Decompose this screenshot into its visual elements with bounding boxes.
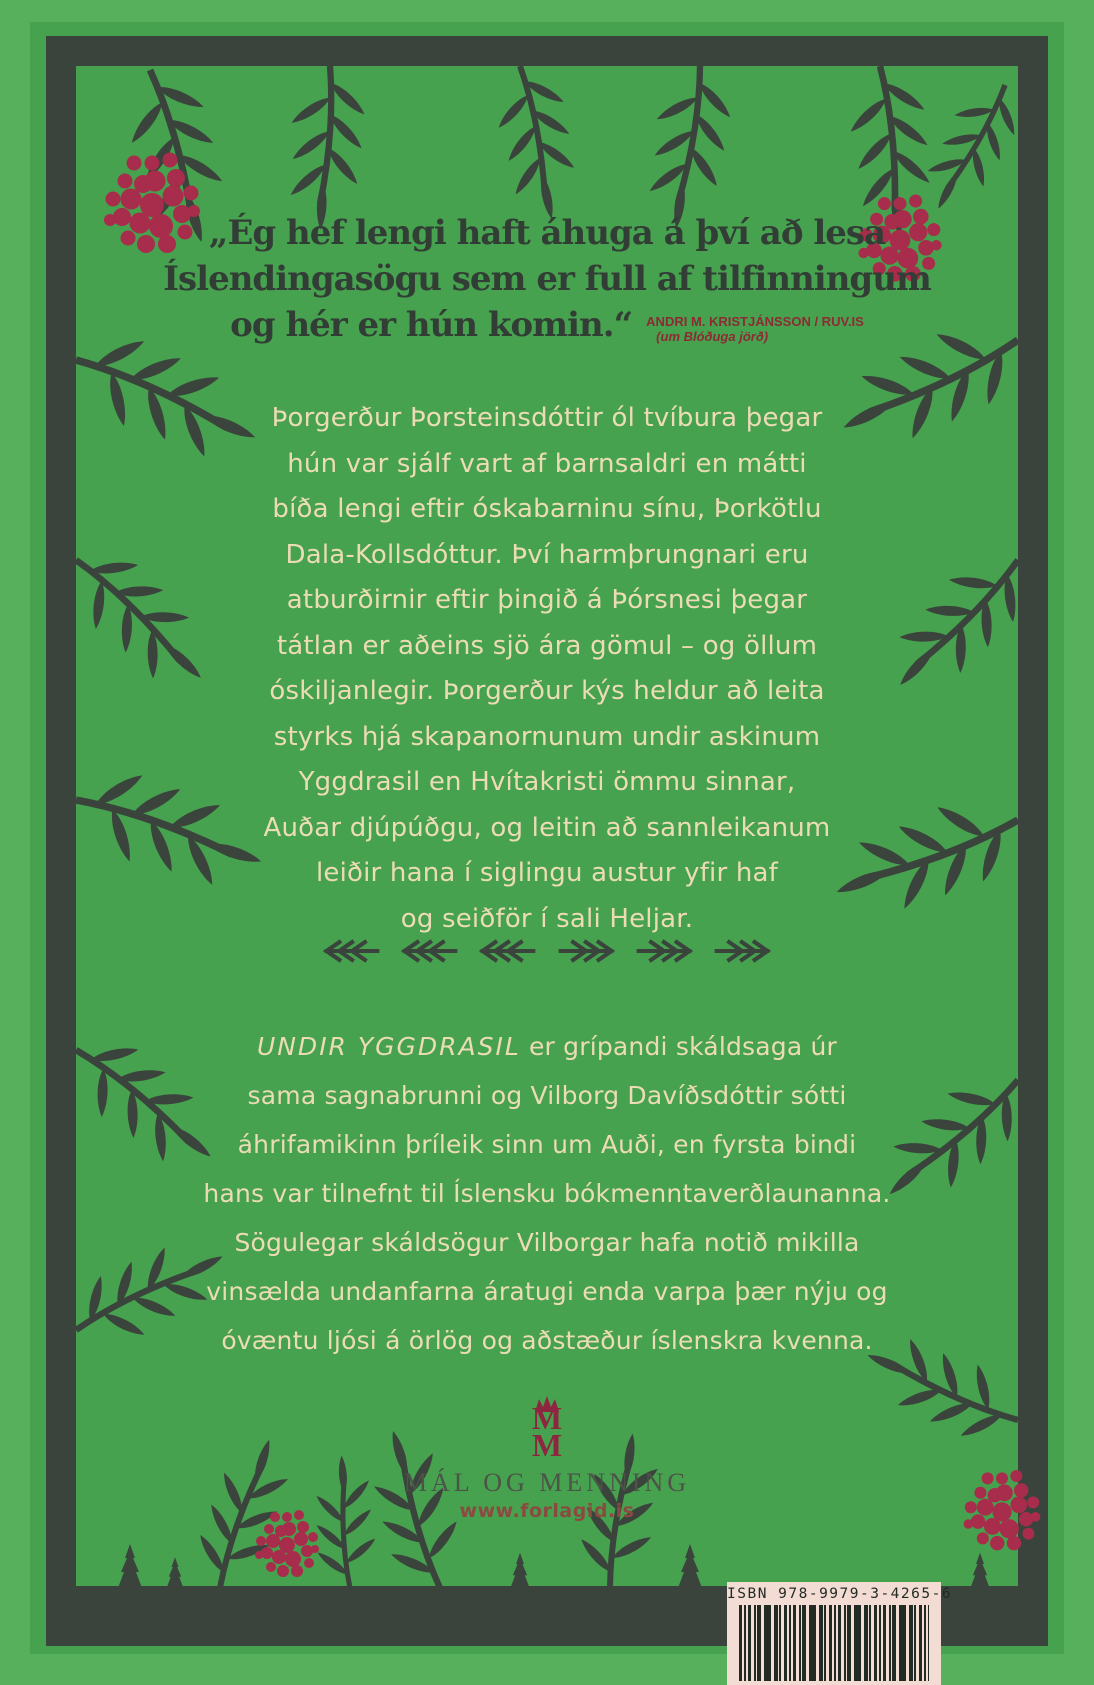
text-line: tátlan er aðeins sjö ára gömul – og öllum <box>276 630 818 661</box>
text-line: áhrifamikinn þríleik sinn um Auði, en fyrsta bindi <box>237 1130 857 1159</box>
svg-text:M: M <box>531 1427 563 1462</box>
text-line: óvæntu ljósi á örlög og aðstæður íslenskra kvenna. <box>221 1326 873 1355</box>
branch-arrow-right-icon <box>633 936 695 966</box>
quote-line: „Ég hef lengi haft áhuga á því að lesa <box>208 213 886 253</box>
branch-arrow-left-icon <box>399 936 461 966</box>
text-line: styrks hjá skapanornunum undir askinum <box>273 721 821 752</box>
book-title-mention: UNDIR YGGDRASIL <box>256 1032 521 1061</box>
mal-og-menning-logo-icon <box>521 1396 573 1462</box>
text-line: bíða lengi eftir óskabarninu sínu, Þorkötlu <box>272 494 822 524</box>
text-line: Þorgerður Þorsteinsdóttir ól tvíbura þegar <box>271 403 823 433</box>
publisher-url: www.forlagid.is <box>459 1500 635 1522</box>
text-line: hans var tilnefnt til Íslensku bókmenntaverðlaunanna. <box>203 1179 891 1208</box>
text-line: hún var sjálf vart af barnsaldri en mátti <box>287 448 807 479</box>
text-line: Yggdrasil en Hvítakristi ömmu sinnar, <box>298 767 796 797</box>
text-line: Sögulegar skáldsögur Vilborgar hafa notið mikilla <box>234 1228 860 1257</box>
about-line: er grípandi skáldsaga úr <box>520 1032 838 1061</box>
attribution-name: ANDRI M. KRISTJÁNSSON / RUV.IS <box>646 314 864 329</box>
publisher-block <box>0 1396 1094 1522</box>
about-paragraph <box>127 1022 967 1365</box>
isbn-number: ISBN 978-9979-3-4265-6 <box>727 1586 953 1602</box>
synopsis-paragraph <box>167 396 927 942</box>
about-lines <box>127 1071 967 1365</box>
quote-line: Íslendingasögu sem er full af tilfinningum <box>163 259 931 299</box>
isbn-barcode <box>727 1582 953 1685</box>
branch-arrow-right-icon <box>555 936 617 966</box>
text-line: atburðirnir eftir þingið á Þórsnesi þegar <box>286 585 808 615</box>
branch-arrow-divider <box>0 936 1094 966</box>
attribution-note: (um Blóðuga jörð) <box>656 329 769 344</box>
review-quote <box>0 210 1094 348</box>
barcode-bars <box>739 1605 929 1681</box>
publisher-name: MÁL OG MENNING <box>403 1468 691 1497</box>
svg-text:M: M <box>531 1400 563 1436</box>
text-line: Dala-Kollsdóttur. Því harmþrungnari eru <box>285 539 809 570</box>
text-line: óskiljanlegir. Þorgerður kýs heldur að leita <box>269 676 825 706</box>
branch-arrow-left-icon <box>321 936 383 966</box>
text-line: vinsælda undanfarna áratugi enda varpa þær nýju og <box>206 1277 888 1306</box>
quote-line: og hér er hún komin.“ <box>230 305 633 345</box>
branch-arrow-left-icon <box>477 936 539 966</box>
branch-arrow-right-icon <box>711 936 773 966</box>
text-line: og seiðför í sali Heljar. <box>400 903 694 934</box>
text-line: sama sagnabrunni og Vilborg Davíðsdóttir sótti <box>247 1081 847 1110</box>
text-line: Auðar djúpúðgu, og leitin að sannleikanum <box>263 812 831 843</box>
text-line: leiðir hana í siglingu austur yfir haf <box>315 858 779 888</box>
quote-attribution <box>646 314 864 344</box>
